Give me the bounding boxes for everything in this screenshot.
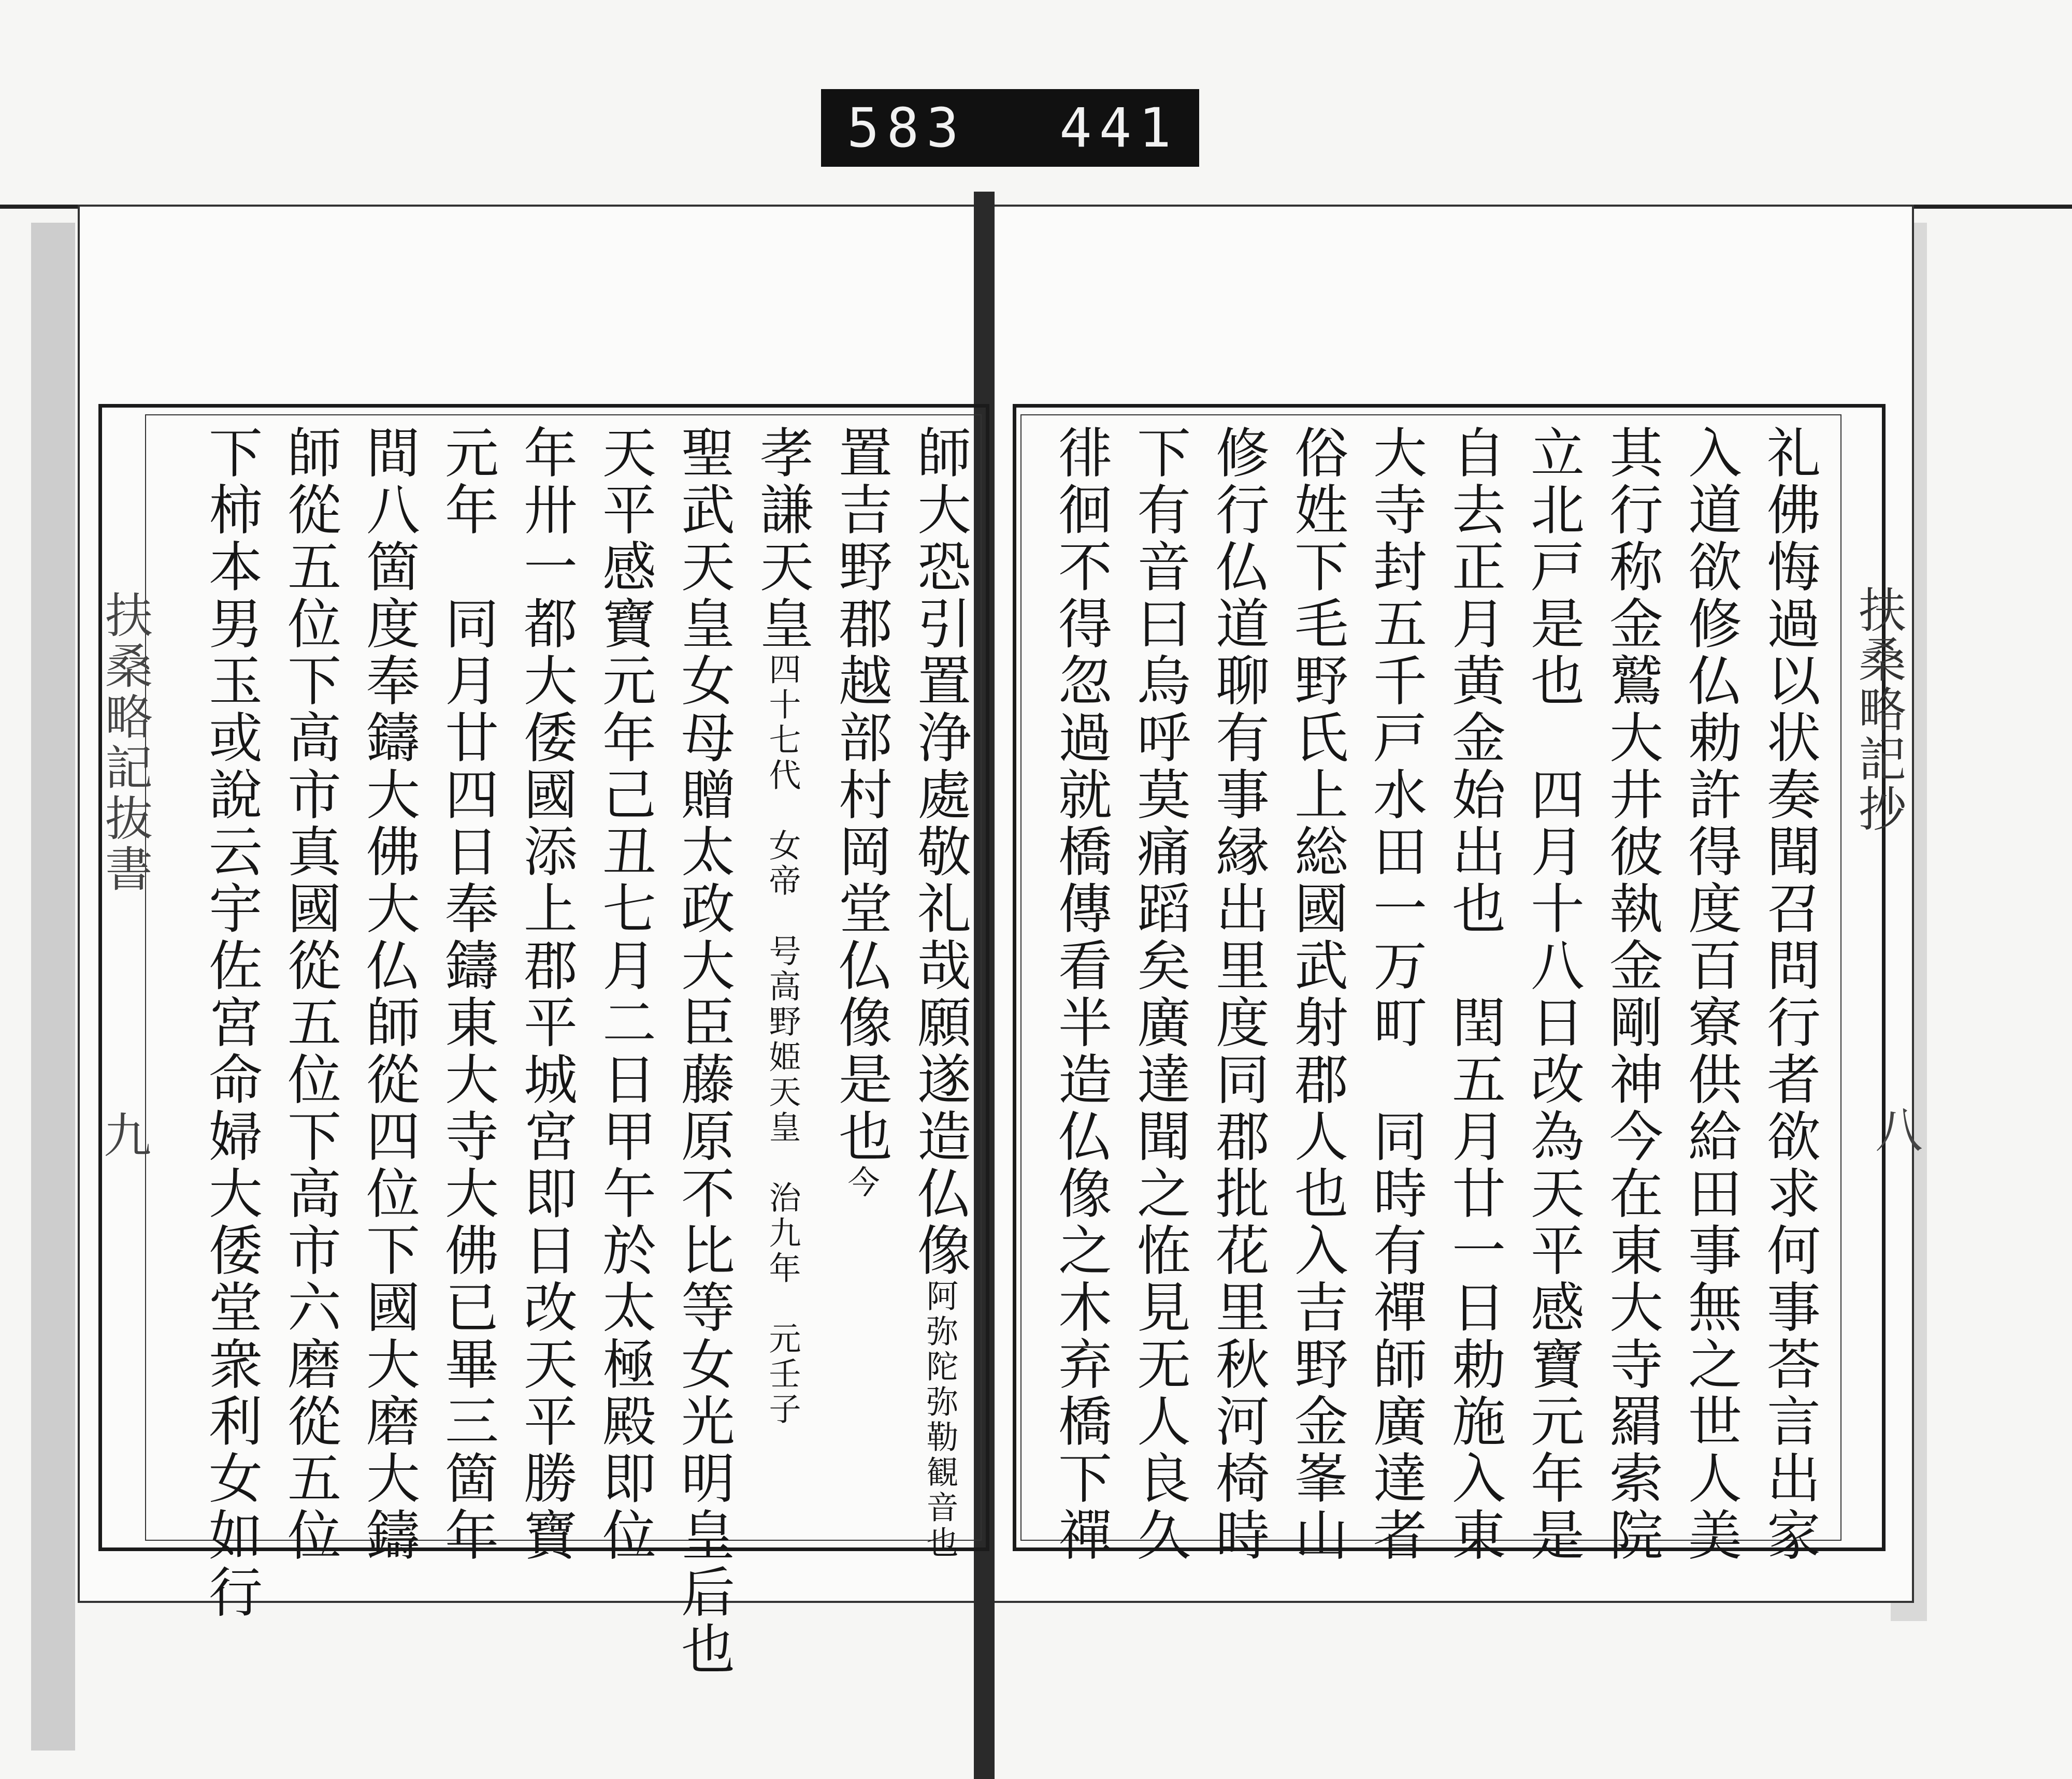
- text-column: 自去正月黄金始出也 閏五月廿一日勅施入東: [1443, 425, 1506, 1564]
- text-column: 下有音曰烏呼莫痛蹈矣廣達聞之恠見无人良久: [1128, 425, 1191, 1564]
- text-column: 礼佛悔過以状奏聞召問行者欲求何事荅言出家: [1758, 425, 1821, 1564]
- text-column-main: 間八箇度奉鑄大佛大仏師從四位下國大磨大鑄: [357, 425, 420, 1564]
- archive-label: [821, 89, 1199, 167]
- text-column-note: 阿弥陀弥勒観音也: [921, 1279, 959, 1561]
- text-column: 其行称金鷲大井彼執金剛神今在東大寺羂索院: [1600, 425, 1663, 1564]
- text-column: [900, 425, 979, 1561]
- text-column: [507, 425, 585, 1564]
- text-column-main: 師從五位下高市真國從五位下高市六磨從五位: [278, 425, 341, 1564]
- left-page-edge: [31, 223, 75, 1751]
- text-column-note: 今: [842, 1165, 880, 1201]
- text-column: [664, 425, 743, 1678]
- text-column-main: 元年 同月廿四日奉鑄東大寺大佛已畢三箇年: [436, 425, 499, 1564]
- text-column-main: 師大恐引置浄處敬礼哉願遂造仏像: [908, 425, 971, 1279]
- right-page-folio: 八: [1875, 1103, 1923, 1159]
- text-column: [192, 425, 270, 1621]
- left-page-header: 扶桑略記抜書: [97, 590, 153, 895]
- archive-label-left: 583: [847, 96, 966, 160]
- text-column: [270, 425, 349, 1564]
- text-column: 徘徊不得忽過就橋傳看半造仏像之木弃橋下禪: [1049, 425, 1112, 1564]
- text-column-main: 年卅一都大倭國添上郡平城宮即日改天平勝寶: [514, 425, 578, 1564]
- text-column-main: 孝謙天皇: [751, 425, 814, 653]
- text-column: 修行仏道聊有事縁出里度同郡批花里秋河椅時: [1206, 425, 1270, 1564]
- text-column: [822, 425, 900, 1533]
- text-column-main: 下柿本男玉或說云宇佐宮命婦大倭堂衆利女如行: [199, 425, 263, 1621]
- text-column-main: 聖武天皇女母贈太政大臣藤原不比等女光明皇后也: [672, 425, 735, 1678]
- archive-label-right: 441: [1059, 96, 1178, 160]
- text-column: 大寺封五千戸水田一万町 同時有禪師廣達者: [1364, 425, 1427, 1564]
- text-column: [428, 425, 507, 1564]
- text-column: 立北戸是也 四月十八日改為天平感寶元年是: [1521, 425, 1585, 1564]
- text-column: 俗姓下毛野氏上総國武射郡人也入吉野金峯山: [1285, 425, 1348, 1564]
- right-page-text: [1036, 425, 1829, 1564]
- text-column: [349, 425, 428, 1564]
- text-column-note: 四十七代 女帝 号高野姫天皇 治九年 元壬子: [764, 653, 801, 1427]
- text-column: [585, 425, 664, 1564]
- text-column-main: 天平感寶元年己丑七月二日甲午於太極殿即位: [593, 425, 656, 1564]
- text-column: [743, 425, 822, 1533]
- left-page-folio: 九: [104, 1108, 152, 1164]
- text-column: 入道欲修仏勅許得度百寮供給田事無之世人美: [1679, 425, 1742, 1564]
- right-page-header: 扶桑略記抄: [1851, 585, 1906, 834]
- text-column-main: 置吉野郡越部村岡堂仏像是也: [829, 425, 893, 1165]
- left-page-text: [155, 425, 979, 1678]
